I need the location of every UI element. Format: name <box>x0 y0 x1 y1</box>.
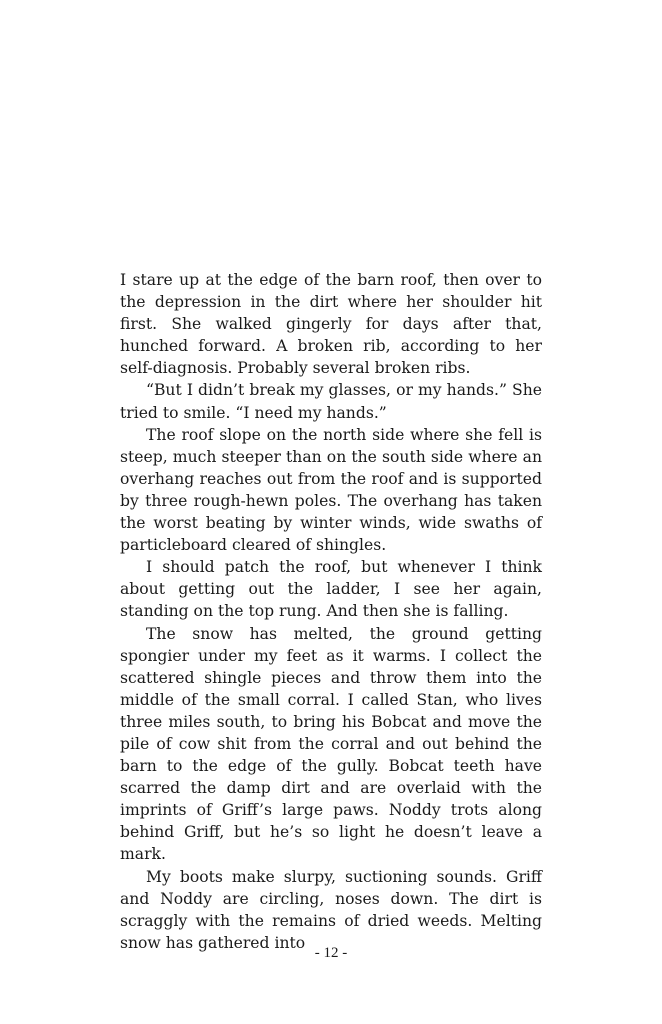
page-number: - 12 - <box>314 945 348 961</box>
paragraph-4: I should patch the roof, but whenever I think about getting out the ladder, I see her again, standing on the top rung. And then she is falling. <box>120 558 542 621</box>
paragraph-2: “But I didn’t break my glasses, or my hands.” She tried to smile. “I need my hands.” <box>120 381 542 422</box>
paragraph-5: The snow has melted, the ground getting spongier under my feet as it warms. I collect the scattered shingle pieces and throw them into the middle of the small corral. I called Stan, who lives three miles south, to bring his Bobcat and move the pile of cow shit from the corral and out behind the barn to the edge of the gully. Bobcat teeth have scarred the damp dirt and are overlaid with the imprints of Griff’s large paws. Noddy trots along behind Griff, but he’s so light he doesn’t leave a mark. <box>120 624 542 864</box>
paragraph-3: The roof slope on the north side where she fell is steep, much steeper than on the south side where an overhang reaches out from the roof and is supported by three rough-hewn poles. The overhang has taken the worst beating by winter winds, wide swaths of particleboard cleared of shingles. <box>120 425 542 555</box>
body-text <box>120 269 542 954</box>
paragraph-1: I stare up at the edge of the barn roof, then over to the depression in the dirt where her shoulder hit first. She walked gingerly for days after that, hunched forward. A broken rib, according to her self-diagnosis. Probably several broken ribs. <box>120 271 542 378</box>
paragraph-6: My boots make slurpy, suctioning sounds. Griff and Noddy are circling, noses down. The dirt is scraggly with the remains of dried weeds. Melting snow has gathered into <box>120 867 542 952</box>
